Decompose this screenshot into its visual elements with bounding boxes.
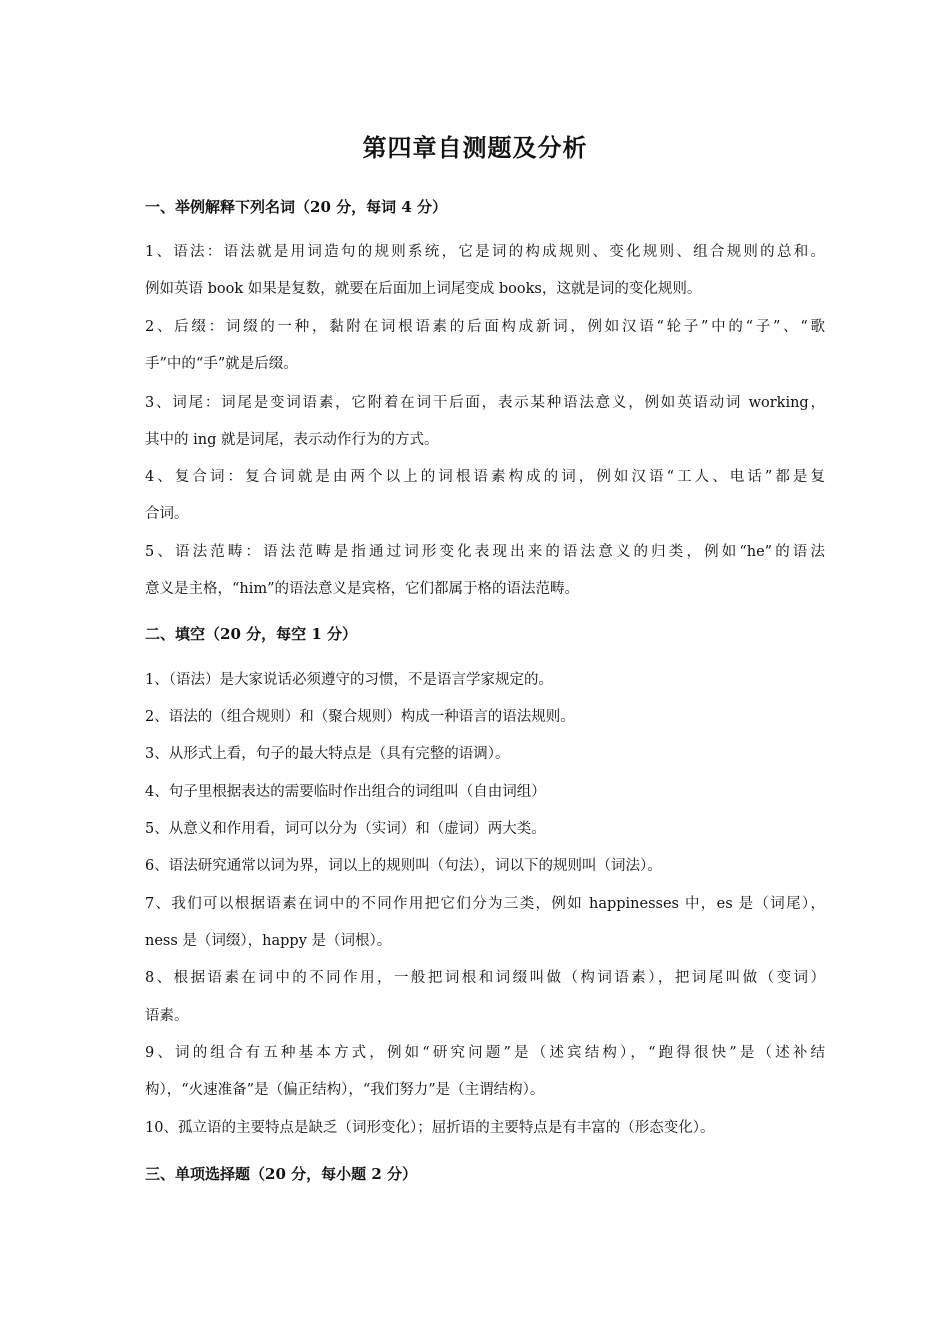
paragraph-line: 2、后缀：词缀的一种，黏附在词根语素的后面构成新词，例如汉语“轮子”中的“子”、“歌 <box>145 319 825 335</box>
section-heading-3: 三、单项选择题（20 分，每小题 2 分） <box>145 1165 417 1183</box>
paragraph-line: 1、（语法）是大家说话必须遵守的习惯，不是语言学家规定的。 <box>145 672 553 688</box>
paragraph-line: 例如英语 book 如果是复数，就要在后面加上词尾变成 books，这就是词的变化规则。 <box>145 281 702 297</box>
section-heading-2: 二、填空（20 分，每空 1 分） <box>145 625 357 643</box>
paragraph-line: 构），“火速准备”是（偏正结构），“我们努力”是（主谓结构）。 <box>145 1082 545 1098</box>
paragraph-line: 9、词的组合有五种基本方式，例如“研究问题”是（述宾结构），“跑得很快”是（述补结 <box>145 1045 825 1061</box>
paragraph-line: 1、语法：语法就是用词造句的规则系统，它是词的构成规则、变化规则、组合规则的总和。 <box>145 244 825 260</box>
paragraph-line: 意义是主格，“him”的语法意义是宾格，它们都属于格的语法范畴。 <box>145 581 580 597</box>
page-title: 第四章自测题及分析 <box>362 133 588 162</box>
paragraph-line: 语素。 <box>145 1008 189 1024</box>
paragraph-line: 3、从形式上看，句子的最大特点是（具有完整的语调）。 <box>145 746 510 762</box>
paragraph-line: 6、语法研究通常以词为界，词以上的规则叫（句法），词以下的规则叫（词法）。 <box>145 858 662 874</box>
paragraph-line: ness 是（词缀），happy 是（词根）。 <box>145 933 392 949</box>
paragraph-line: 3、词尾：词尾是变词语素，它附着在词干后面，表示某种语法意义，例如英语动词 working， <box>145 395 825 411</box>
paragraph-line: 5、从意义和作用看，词可以分为（实词）和（虚词）两大类。 <box>145 821 546 837</box>
paragraph-line: 2、语法的（组合规则）和（聚合规则）构成一种语言的语法规则。 <box>145 709 575 725</box>
paragraph-line: 4、句子里根据表达的需要临时作出组合的词组叫（自由词组） <box>145 784 546 800</box>
paragraph-line: 10、孤立语的主要特点是缺乏（词形变化）；屈折语的主要特点是有丰富的（形态变化）。 <box>145 1120 715 1136</box>
paragraph-line: 8、根据语素在词中的不同作用，一般把词根和词缀叫做（构词语素），把词尾叫做（变词） <box>145 970 825 986</box>
paragraph-line: 其中的 ing 就是词尾，表示动作行为的方式。 <box>145 432 439 448</box>
paragraph-line: 4、复合词：复合词就是由两个以上的词根语素构成的词，例如汉语“工人、电话”都是复 <box>145 469 825 485</box>
paragraph-line: 手”中的“手”就是后缀。 <box>145 356 298 372</box>
paragraph-line: 合词。 <box>145 506 189 522</box>
section-heading-1: 一、举例解释下列名词（20 分，每词 4 分） <box>145 198 447 216</box>
paragraph-line: 5、语法范畴：语法范畴是指通过词形变化表现出来的语法意义的归类，例如“he”的语法 <box>145 544 825 560</box>
paragraph-line: 7、我们可以根据语素在词中的不同作用把它们分为三类，例如 happinesses 中，es 是（词尾）， <box>145 896 825 912</box>
